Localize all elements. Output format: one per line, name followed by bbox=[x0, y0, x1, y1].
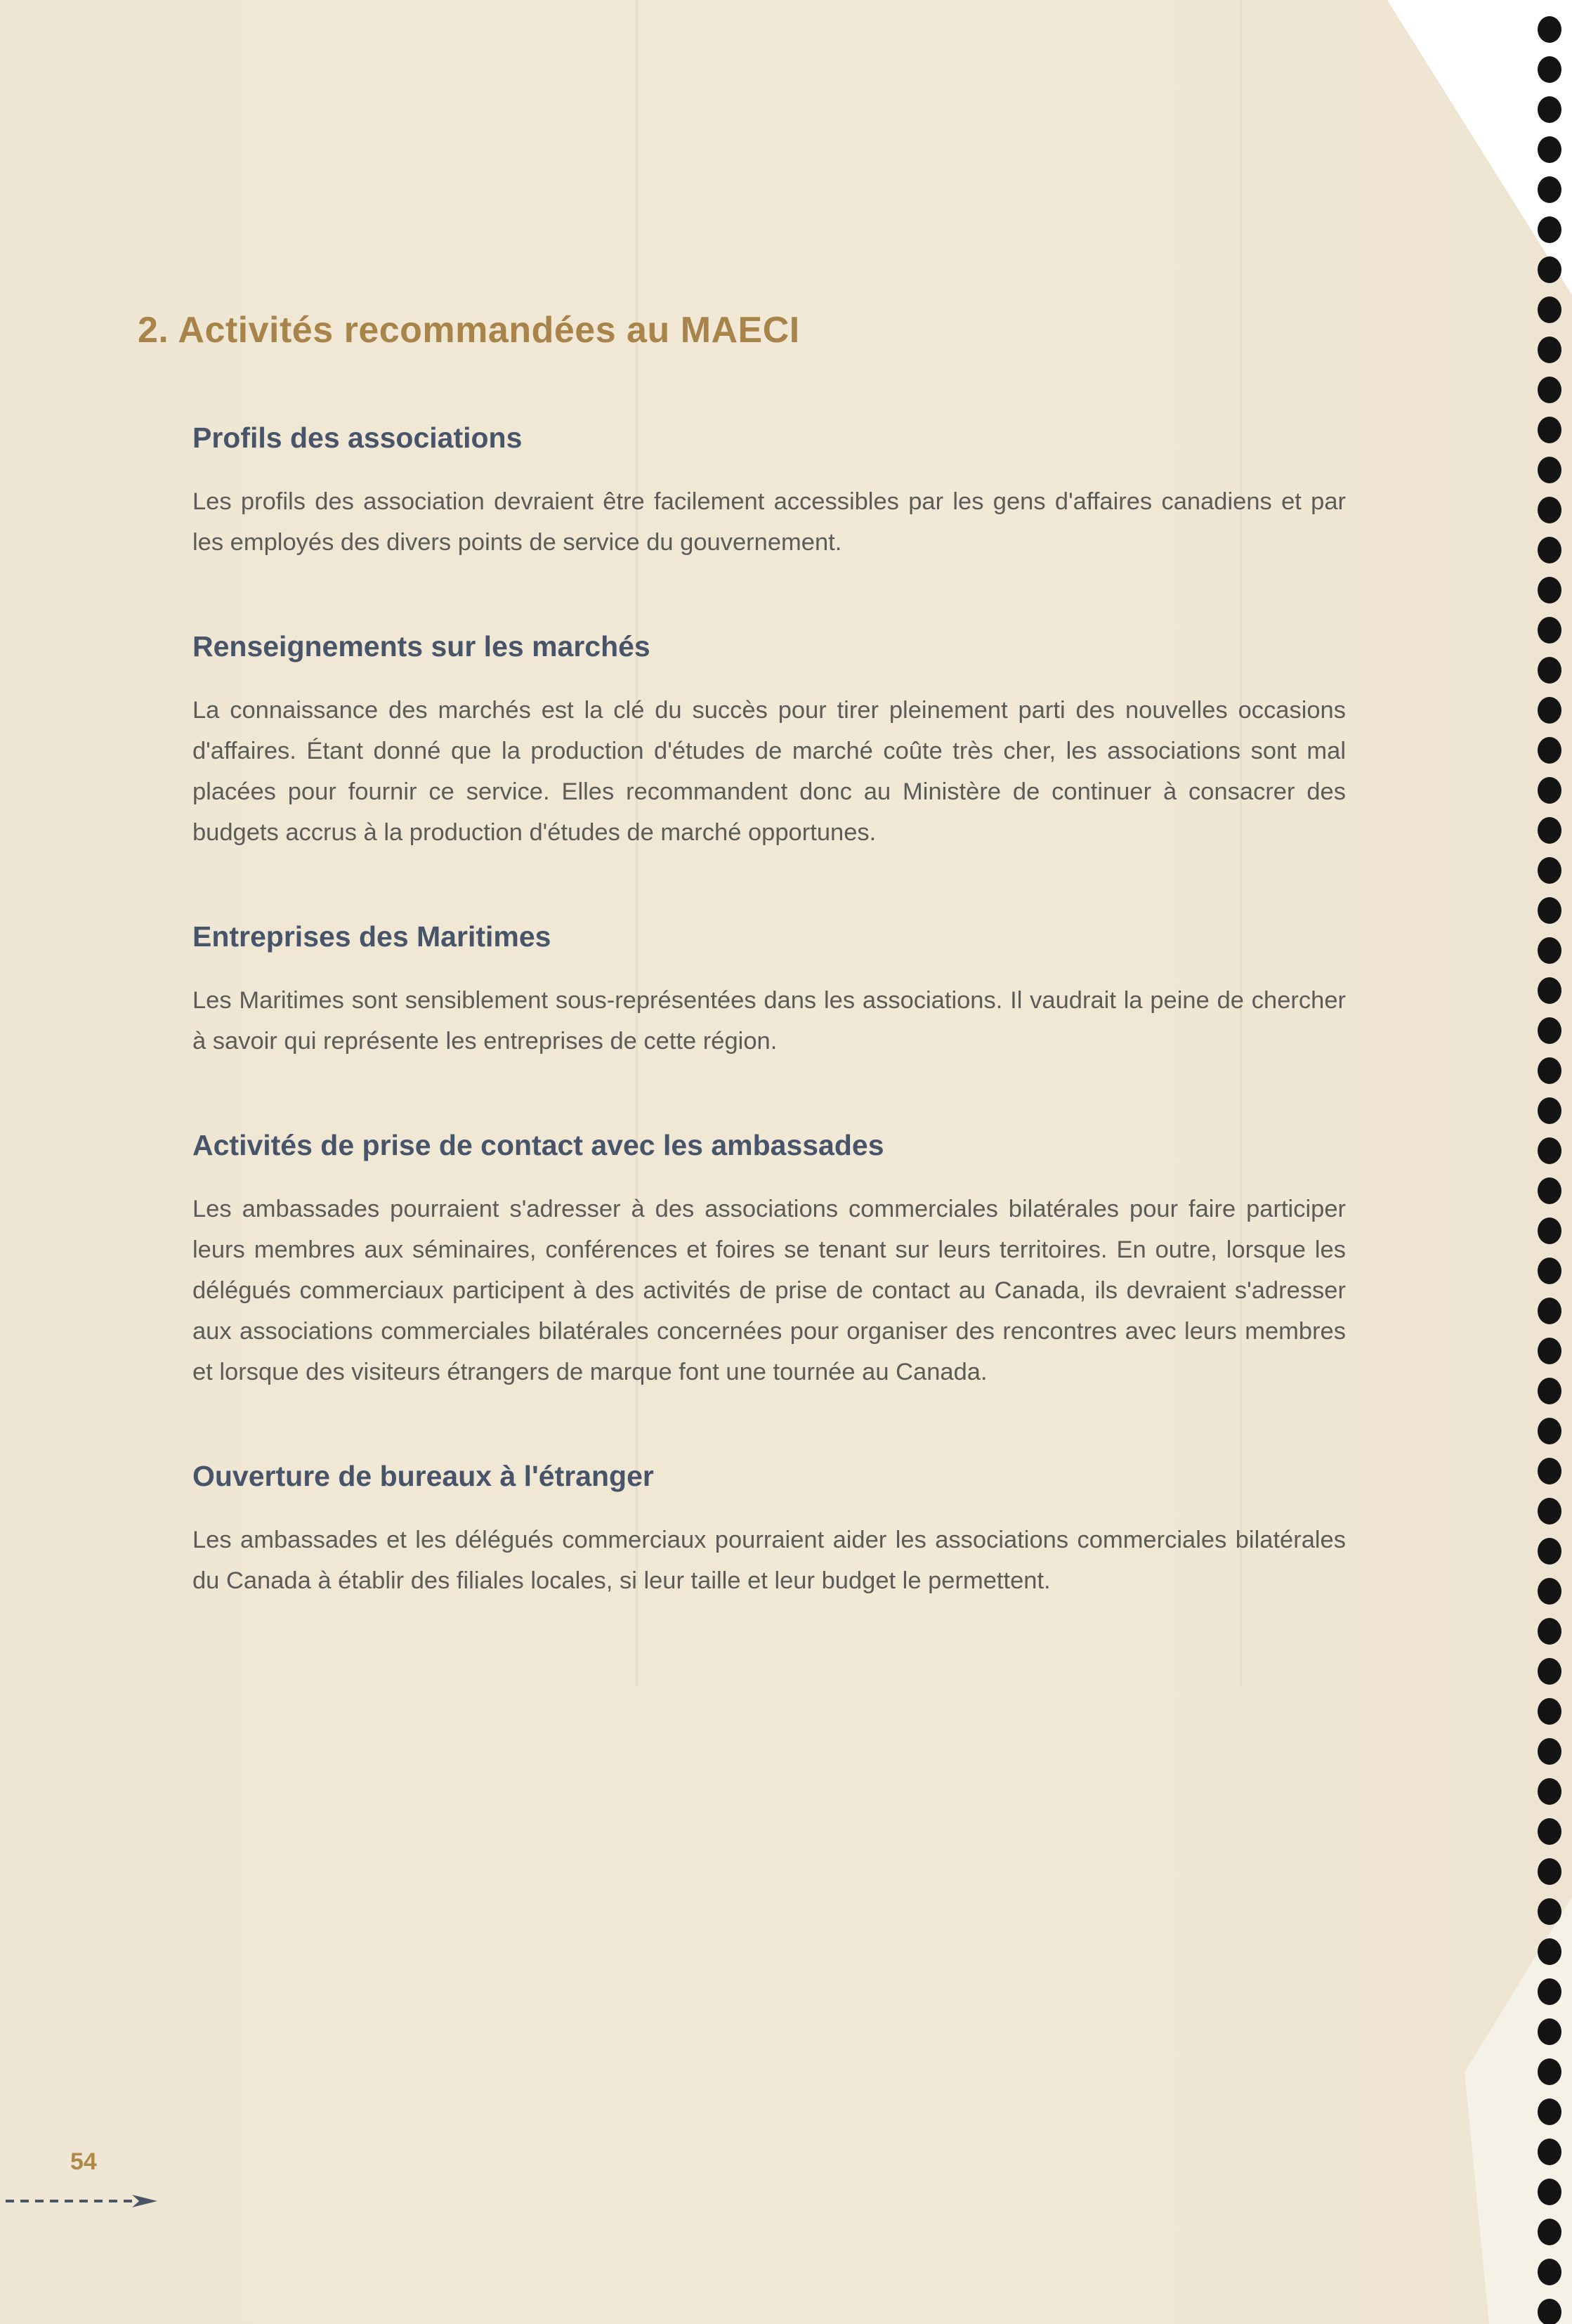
binding-hole bbox=[1538, 1017, 1561, 1044]
binding-hole bbox=[1538, 1658, 1561, 1685]
binding-hole bbox=[1538, 2139, 1561, 2165]
binding-hole bbox=[1538, 176, 1561, 203]
subsection-profils bbox=[192, 422, 1346, 563]
subsection-text: Les Maritimes sont sensiblement sous-représentées dans les associations. Il vaudrait la peine de chercher à savoir qui représente les entreprises de cette région. bbox=[192, 987, 1346, 1055]
binding-hole bbox=[1538, 2299, 1561, 2324]
binding-hole bbox=[1538, 817, 1561, 844]
section-title: 2. Activités recommandées au MAECI bbox=[138, 310, 800, 351]
binding-hole bbox=[1538, 1418, 1561, 1444]
binding-hole bbox=[1538, 457, 1561, 483]
binding-hole bbox=[1538, 617, 1561, 644]
binding-hole bbox=[1538, 1538, 1561, 1565]
binding-hole bbox=[1538, 1578, 1561, 1605]
subsection-heading: Profils des associations bbox=[192, 422, 523, 454]
binding-hole bbox=[1538, 2259, 1561, 2285]
subsection-heading: Entreprises des Maritimes bbox=[192, 920, 551, 953]
binding-hole bbox=[1538, 1698, 1561, 1725]
binding-hole bbox=[1538, 2058, 1561, 2085]
binding-hole bbox=[1538, 697, 1561, 724]
binding-hole bbox=[1538, 1097, 1561, 1124]
binding-hole bbox=[1538, 777, 1561, 804]
binding-hole bbox=[1538, 937, 1561, 964]
spiral-binding bbox=[1531, 0, 1572, 2324]
subsection-maritimes bbox=[192, 920, 1346, 1062]
binding-hole bbox=[1538, 897, 1561, 924]
subsection-text: Les ambassades et les délégués commerciaux pourraient aider les associations commerciales bilatérales du Canada à établir des filiales locales, si leur taille et leur budget le permettent. bbox=[192, 1527, 1346, 1594]
binding-hole bbox=[1538, 657, 1561, 684]
binding-hole bbox=[1538, 1298, 1561, 1324]
binding-hole bbox=[1538, 1338, 1561, 1364]
binding-hole bbox=[1538, 1818, 1561, 1845]
binding-hole bbox=[1538, 377, 1561, 403]
page-number: 54 bbox=[70, 2148, 97, 2175]
binding-hole bbox=[1538, 737, 1561, 764]
binding-hole bbox=[1538, 577, 1561, 603]
subsection-heading: Renseignements sur les marchés bbox=[192, 630, 650, 662]
binding-hole bbox=[1538, 216, 1561, 243]
binding-hole bbox=[1538, 1978, 1561, 2005]
binding-hole bbox=[1538, 1137, 1561, 1164]
binding-hole bbox=[1538, 1218, 1561, 1244]
binding-hole bbox=[1538, 1258, 1561, 1284]
binding-hole bbox=[1538, 1898, 1561, 1925]
binding-hole bbox=[1538, 1738, 1561, 1765]
dashed-arrow-icon bbox=[4, 2191, 159, 2212]
binding-hole bbox=[1538, 2179, 1561, 2205]
binding-hole bbox=[1538, 2098, 1561, 2125]
subsection-heading: Ouverture de bureaux à l'étranger bbox=[192, 1460, 654, 1492]
binding-hole bbox=[1538, 537, 1561, 563]
binding-hole bbox=[1538, 1057, 1561, 1084]
binding-hole bbox=[1538, 16, 1561, 43]
binding-hole bbox=[1538, 1778, 1561, 1805]
binding-hole bbox=[1538, 1458, 1561, 1484]
binding-hole bbox=[1538, 1378, 1561, 1404]
subsection-text: La connaissance des marchés est la clé du succès pour tirer pleinement parti des nouvelles occasions d'affaires. Étant donné que la production d'études de marché coûte très cher, les associations sont mal placées pour fournir ce service. Elles recommandent donc au Ministère de continuer à consacrer des budgets accrus à la production d'études de marché opportunes. bbox=[192, 697, 1346, 846]
page-content bbox=[138, 309, 1346, 1601]
binding-hole bbox=[1538, 1177, 1561, 1204]
binding-hole bbox=[1538, 1938, 1561, 1965]
binding-hole bbox=[1538, 256, 1561, 283]
binding-hole bbox=[1538, 1498, 1561, 1525]
binding-hole bbox=[1538, 56, 1561, 83]
binding-hole bbox=[1538, 136, 1561, 163]
binding-hole bbox=[1538, 417, 1561, 443]
binding-hole bbox=[1538, 857, 1561, 884]
subsection-heading: Activités de prise de contact avec les ambassades bbox=[192, 1129, 884, 1161]
binding-hole bbox=[1538, 337, 1561, 363]
binding-hole bbox=[1538, 2219, 1561, 2245]
binding-hole bbox=[1538, 296, 1561, 323]
subsection-ambassades bbox=[192, 1129, 1346, 1392]
subsection-renseignements bbox=[192, 630, 1346, 853]
subsection-text: Les profils des association devraient être facilement accessibles par les gens d'affaires canadiens et par les employés des divers points de service du gouvernement. bbox=[192, 488, 1346, 556]
binding-hole bbox=[1538, 1858, 1561, 1885]
binding-hole bbox=[1538, 2018, 1561, 2045]
binding-hole bbox=[1538, 497, 1561, 523]
subsection-text: Les ambassades pourraient s'adresser à des associations commerciales bilatérales pour faire participer leurs membres aux séminaires, conférences et foires se tenant sur leurs territoires. En outre, lorsque les délégués commerciaux participent à des activités de prise de contact au Canada, ils devraient s'adresser aux associations commerciales bilatérales concernées pour organiser des rencontres avec leurs membres et lorsque des visiteurs étrangers de marque font une tournée au Canada. bbox=[192, 1196, 1346, 1385]
binding-hole bbox=[1538, 977, 1561, 1004]
subsection-bureaux bbox=[192, 1460, 1346, 1601]
binding-hole bbox=[1538, 96, 1561, 123]
binding-hole bbox=[1538, 1618, 1561, 1645]
